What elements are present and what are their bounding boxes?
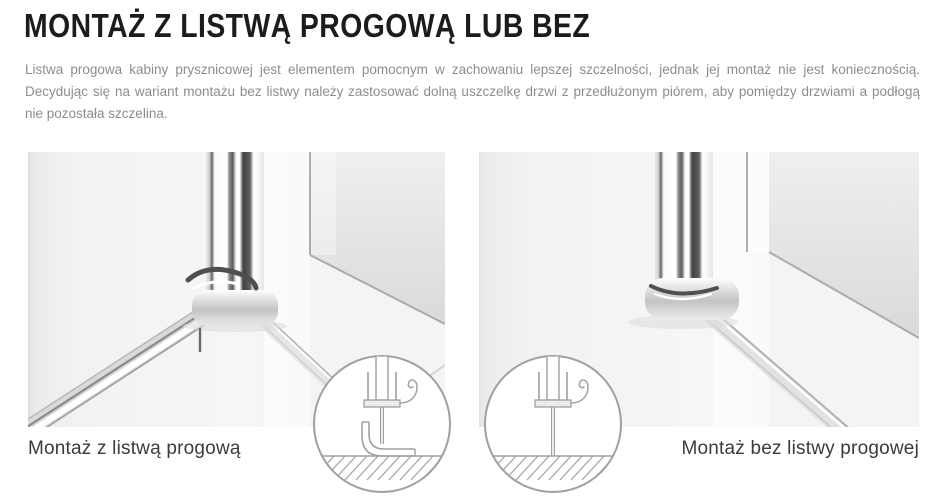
seal-detail-diagram-with-strip [312,354,452,494]
threshold-seal-diagram-icon [312,354,452,494]
glass-pane [376,356,388,400]
chrome-profile-column [206,152,264,302]
caption-with-threshold-strip: Montaż z listwą progową [28,438,241,459]
page-title-text: MONTAŻ Z LISTWĄ PROGOWĄ LUB BEZ [24,7,591,44]
glass-pane [547,356,559,400]
intro-line-2: Decydując się na wariant montażu bez listwy należy zastosować dolną uszczelkę drzwi z przedłużonym piórem, aby pomiędzy drzwiami a podłogą [25,84,920,99]
intro-paragraph [25,59,920,125]
extended-seal-diagram-icon [483,354,623,494]
foot-shadow [183,320,287,332]
chrome-profile-column [655,152,713,292]
page-title [24,7,682,45]
photo-left-vignette [28,152,40,427]
intro-line-1: Listwa progowa kabiny prysznicowej jest elementem pomocnym w zachowaniu lepszej szczelności, jednak jej montaż nie jest koniecznością. [25,62,920,77]
seal-base-flange [364,400,400,407]
intro-line-3: nie pozostała szczelina. [25,106,168,121]
glass-reflection [310,152,336,255]
caption-without-threshold-strip: Montaż bez listwy progowej [681,438,919,459]
glass-reflection [747,152,769,252]
glass-panel [264,152,310,427]
seal-base-flange [535,400,571,407]
seal-detail-diagram-without-strip [483,354,623,494]
